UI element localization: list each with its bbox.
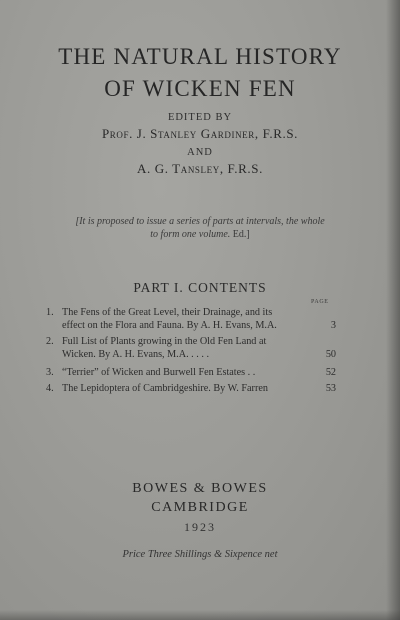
- toc-item-title: “Terrier” of Wicken and Burwell Fen Estates . .: [62, 367, 256, 378]
- and-label: AND: [187, 147, 213, 158]
- note-signature: Ed.]: [232, 229, 250, 240]
- toc-item-page: 52: [325, 367, 336, 378]
- editor-1: Prof. J. Stanley Gardiner, F.R.S.: [101, 126, 299, 141]
- page-edge-shadow: [386, 0, 400, 620]
- toc-item-title-line-2: Wicken. By A. H. Evans, M.A. . . . .: [62, 349, 210, 360]
- toc-item-number: 4.: [46, 383, 54, 394]
- toc-item-number: 2.: [46, 336, 54, 347]
- toc-item-page: 3: [330, 320, 336, 331]
- toc-item-title-line-1: The Fens of the Great Level, their Drainage, and its: [62, 307, 273, 318]
- toc-item-page: 53: [325, 383, 336, 394]
- editor-2: A. G. Tansley, F.R.S.: [137, 161, 263, 176]
- price-line: Price Three Shillings & Sixpence net: [122, 549, 278, 560]
- toc-item-number: 3.: [46, 367, 54, 378]
- note-line-2-wrap: [0, 228, 400, 241]
- edited-by-label: EDITED BY: [167, 112, 233, 123]
- toc-item-title-line-1: Full List of Plants growing in the Old Fen Land at: [62, 336, 267, 347]
- title-line-2: OF WICKEN FEN: [104, 76, 296, 101]
- toc-item-title-line-2: effect on the Flora and Fauna. By A. H. Evans, M.A.: [62, 320, 277, 331]
- toc-item-page: 50: [325, 349, 336, 360]
- note-line-2: to form one volume.: [150, 229, 231, 240]
- note-line-1: [It is proposed to issue a series of parts at intervals, the whole: [75, 216, 325, 227]
- toc-item-title: The Lepidoptera of Cambridgeshire. By W. Farren: [62, 383, 268, 394]
- title-line-1: THE NATURAL HISTORY: [58, 44, 342, 69]
- toc-item-title: [62, 306, 320, 332]
- contents-heading: PART I. CONTENTS: [133, 280, 267, 295]
- toc-item-title: [62, 335, 320, 361]
- publisher-name: BOWES & BOWES: [132, 481, 268, 496]
- publication-note: [0, 215, 400, 241]
- page-bottom-shadow: [0, 610, 400, 620]
- toc-item-number: 1.: [46, 307, 54, 318]
- publisher-city: CAMBRIDGE: [151, 500, 249, 515]
- page-column-label: PAGE: [311, 299, 329, 305]
- publication-year: 1923: [184, 520, 216, 534]
